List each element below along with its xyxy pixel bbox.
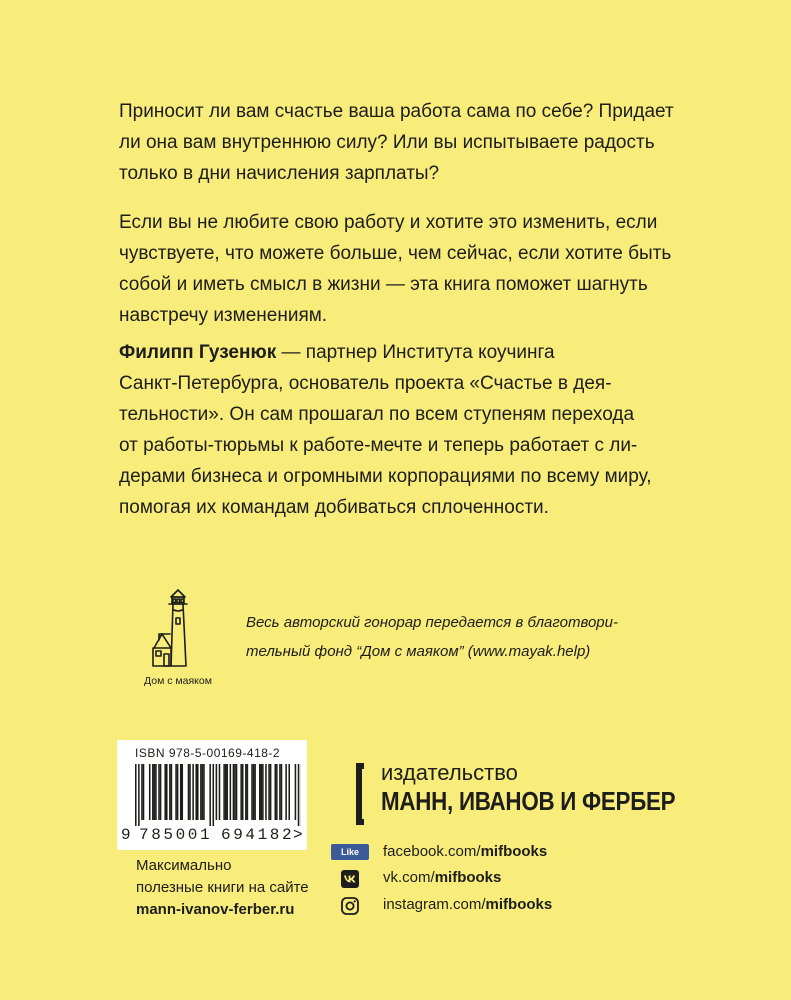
barcode-bar xyxy=(182,764,184,820)
barcode-bar xyxy=(138,764,140,826)
barcode-bar xyxy=(171,764,173,820)
barcode-digit-tail: > xyxy=(293,826,303,844)
isbn-number: ISBN 978-5-00169-418-2 xyxy=(135,746,281,760)
text-line: Приносит ли вам счастье ваша работа сама по себе? Придает xyxy=(119,101,674,122)
promo-line: полезные книги на сайте xyxy=(136,879,309,896)
barcode-bar xyxy=(223,764,225,820)
facebook-url-prefix: facebook.com/ xyxy=(383,843,481,860)
barcode-digit-group-1: 785001 xyxy=(139,826,213,844)
facebook-url xyxy=(383,843,547,860)
barcode-bar xyxy=(189,764,191,820)
barcode-bar xyxy=(253,764,255,820)
vk-url xyxy=(383,869,501,886)
barcode-bar xyxy=(254,764,256,820)
barcode-bar xyxy=(265,764,267,820)
barcode-bar xyxy=(169,764,171,820)
text-line: Санкт-Петербурга, основатель проекта «Счастье в дея- xyxy=(119,373,612,394)
barcode-bar xyxy=(152,764,154,820)
facebook-handle: mifbooks xyxy=(480,843,548,860)
text-line xyxy=(119,337,679,368)
text-line: собой и иметь смысл в жизни — эта книга поможет шагнуть xyxy=(119,274,648,295)
text-line: помогая их командам добиваться сплоченности. xyxy=(119,497,549,518)
barcode-bar xyxy=(298,764,300,826)
isbn-barcode xyxy=(117,740,307,850)
barcode-bar xyxy=(180,764,182,820)
text-line: Весь авторский гонорар передается в благотвори- xyxy=(246,614,618,631)
barcode-bar xyxy=(197,764,199,820)
barcode-bar xyxy=(143,764,145,820)
barcode-bar xyxy=(295,764,297,820)
barcode-bar xyxy=(275,764,277,820)
barcode-bar xyxy=(262,764,264,820)
barcode-bar xyxy=(175,764,177,820)
text-line: тельности». Он сам прошагал по всем ступеням перехода xyxy=(119,404,635,425)
barcode-bar xyxy=(135,764,137,826)
barcode-bar xyxy=(233,764,235,820)
barcode-bar xyxy=(158,764,160,820)
barcode-bar xyxy=(226,764,228,820)
instagram-handle: mifbooks xyxy=(485,896,553,913)
barcode-bar xyxy=(242,764,244,820)
pitch-paragraph xyxy=(119,207,679,331)
text-line: тельный фонд “Дом с маяком” (www.mayak.help) xyxy=(246,643,591,660)
barcode-bar xyxy=(219,764,221,820)
instagram-icon xyxy=(341,897,359,915)
barcode-digit-lead: 9 xyxy=(121,826,131,844)
barcode-bar xyxy=(281,764,283,820)
barcode-icon xyxy=(123,764,301,826)
text-line: Если вы не любите свою работу и хотите это изменить, если xyxy=(119,212,658,233)
barcode-bar xyxy=(261,764,263,820)
barcode-bar xyxy=(270,764,272,820)
vk-url-prefix: vk.com/ xyxy=(383,869,435,886)
instagram-url xyxy=(383,896,552,913)
barcode-bar xyxy=(188,764,190,820)
author-bio-paragraph xyxy=(119,337,679,523)
barcode-bar xyxy=(234,764,236,820)
like-badge-label: Like xyxy=(340,847,359,857)
barcode-bar xyxy=(251,764,253,820)
barcode-bar xyxy=(141,764,143,820)
barcode-bar xyxy=(279,764,281,820)
barcode-bar xyxy=(247,764,249,820)
barcode-bar xyxy=(154,764,156,820)
text-line: ли она вам внутреннюю силу? Или вы испытываете радость xyxy=(119,132,655,153)
barcode-bar xyxy=(225,764,227,820)
barcode-bar xyxy=(230,764,232,820)
text-line: от работы-тюрьмы к работе-мечте и теперь работает с ли- xyxy=(119,435,638,456)
barcode-bar xyxy=(209,764,211,826)
charity-logo-caption: Дом с маяком xyxy=(144,675,212,687)
barcode-bar xyxy=(164,764,166,820)
charity-lighthouse-logo xyxy=(126,588,230,692)
publisher-bracket-logo xyxy=(356,763,364,825)
text-line: навстречу изменениям. xyxy=(119,305,328,326)
facebook-like-icon xyxy=(331,844,369,860)
barcode-bar xyxy=(192,764,194,820)
barcode-bar xyxy=(216,764,218,820)
charity-note xyxy=(246,608,686,666)
barcode-bar xyxy=(259,764,261,820)
barcode-bar xyxy=(240,764,242,820)
barcode-bar xyxy=(236,764,238,820)
barcode-bar xyxy=(202,764,204,820)
barcode-bar xyxy=(177,764,179,820)
barcode-bar xyxy=(166,764,168,820)
barcode-bar xyxy=(149,764,151,820)
barcode-bar xyxy=(200,764,202,820)
author-name: Филипп Гузенюк xyxy=(119,342,277,363)
barcode-bar xyxy=(195,764,197,820)
publisher-name: МАНН, ИВАНОВ И ФЕРБЕР xyxy=(381,786,676,816)
author-bio-start: — партнер Института коучинга xyxy=(276,342,555,363)
barcode-bar xyxy=(268,764,270,820)
text-line: только в дни начисления зарплаты? xyxy=(119,163,440,184)
barcode-bar xyxy=(288,764,290,820)
text-line: чувствуете, что можете больше, чем сейчас, если хотите быть xyxy=(119,243,672,264)
barcode-bar xyxy=(203,764,205,820)
barcode-bar xyxy=(213,764,215,826)
instagram-url-prefix: instagram.com/ xyxy=(383,896,486,913)
barcode-bar xyxy=(245,764,247,820)
promo-line: Максимально xyxy=(136,857,232,874)
text-line: дерами бизнеса и огромными корпорациями по всему миру, xyxy=(119,466,652,487)
vk-handle: mifbooks xyxy=(434,869,502,886)
barcode-bar xyxy=(285,764,287,820)
barcode-digit-group-2: 694182 xyxy=(221,826,295,844)
publisher-label: издательство xyxy=(381,760,518,785)
website-promo xyxy=(136,855,309,921)
barcode-bar xyxy=(276,764,278,820)
publisher-website-link[interactable]: mann-ivanov-ferber.ru xyxy=(136,901,295,918)
barcode-bar xyxy=(160,764,162,820)
intro-paragraph xyxy=(119,96,679,189)
vk-icon xyxy=(341,870,359,888)
barcode-bar xyxy=(155,764,157,820)
